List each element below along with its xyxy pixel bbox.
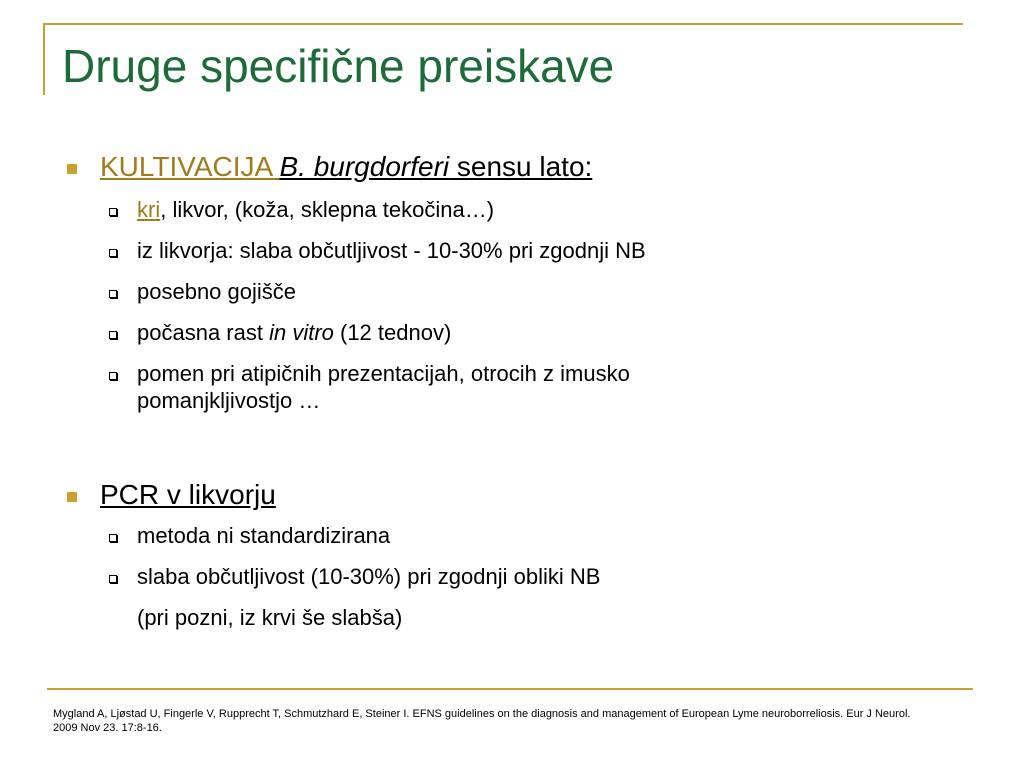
in-vitro-text: in vitro [269,320,334,345]
footer-divider [47,688,973,690]
left-frame-line [43,23,45,95]
continuation-text: (pri pozni, iz krvi še slabša) [137,605,403,630]
bullet-pcr [62,478,962,512]
slide-content [62,150,962,631]
hollow-square-bullet-icon [109,372,117,380]
hollow-square-bullet-icon [109,575,117,583]
hollow-square-bullet-icon [109,331,117,339]
sub-bullet-kri [62,196,962,223]
sub-bullet-text: iz likvorja: slaba občutljivost - 10-30% pri zgodnji NB [137,238,646,263]
sub-bullet-text: posebno gojišče [137,279,297,304]
kultivacija-link[interactable]: KULTIVACIJA [100,151,280,182]
heading-rest: sensu lato: [449,151,593,182]
footer-reference [53,707,973,735]
species-name: B. burgdorferi [279,151,450,182]
hollow-square-bullet-icon [109,534,117,542]
hollow-square-bullet-icon [109,249,117,257]
sub-bullet-text: počasna rast [137,320,270,345]
hollow-square-bullet-icon [109,208,117,216]
sub-bullet-likvor [62,237,962,264]
sub-bullet-obcutljivost [62,563,962,590]
hollow-square-bullet-icon [109,290,117,298]
sub-bullet-pomen [62,360,962,414]
bullet-kultivacija [62,150,962,184]
reference-line-2: 2009 Nov 23. 17:8-16. [53,722,162,734]
sub-bullet-rast [62,319,962,346]
sub-bullet-text: (12 tednov) [333,320,452,345]
slide-title: Druge specifične preiskave [62,40,615,92]
sub-bullet-text: pomen pri atipičnih prezentacijah, otrocih z imusko [137,361,630,386]
sub-bullet-text: , likvor, (koža, sklepna tekočina…) [160,197,495,222]
square-bullet-icon [67,164,77,174]
reference-line-1: Mygland A, Ljøstad U, Fingerle V, Rupprecht T, Schmutzhard E, Steiner I. EFNS guidelines on the diagnosis and management of European Lyme neuroborreliosis. Eur J Neurol. [53,708,911,720]
kri-link[interactable]: kri [137,197,161,222]
sub-bullet-metoda [62,522,962,549]
sub-bullet-text: pomanjkljivostjo … [137,388,321,413]
pcr-heading: PCR v likvorju [100,479,276,510]
sub-bullet-gojisce [62,278,962,305]
kultivacija-heading [100,151,592,182]
square-bullet-icon [67,492,77,502]
sub-bullet-text: slaba občutljivost (10-30%) pri zgodnji obliki NB [137,564,601,589]
sub-bullet-text: metoda ni standardizirana [137,523,391,548]
top-frame-line [43,23,963,25]
